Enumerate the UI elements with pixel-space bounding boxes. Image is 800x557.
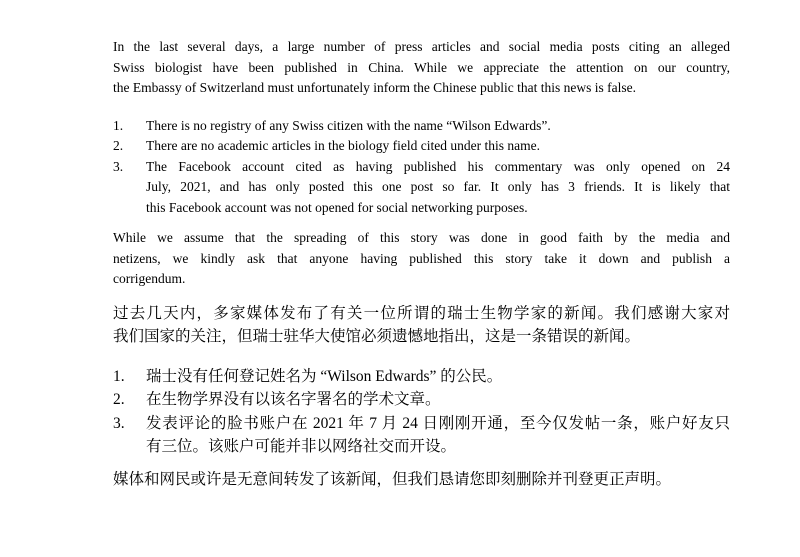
list-item	[113, 136, 730, 157]
list-item-text	[146, 116, 730, 137]
chinese-list	[113, 365, 730, 458]
text-line: 发表评论的脸书账户在 2021 年 7 月 24 日刚刚开通，至今仅发帖一条，账户好友只	[146, 414, 730, 432]
list-item-number: 1.	[113, 368, 125, 386]
english-paragraph-2	[113, 228, 730, 290]
text-line: netizens, we kindly ask that anyone having published this story take it down and publish a	[113, 250, 730, 266]
list-item-number: 1.	[113, 117, 124, 133]
english-paragraph-1	[113, 37, 730, 99]
text-line: 过去几天内，多家媒体发布了有关一位所谓的瑞士生物学家的新闻。我们感谢大家对	[113, 304, 730, 322]
text-line: There is no registry of any Swiss citizen with the name “Wilson Edwards”.	[146, 117, 551, 133]
list-item	[113, 116, 730, 137]
list-item-number: 3.	[113, 414, 125, 432]
english-list	[113, 116, 730, 219]
text-line: 瑞士没有任何登记姓名为 “Wilson Edwards” 的公民。	[146, 368, 503, 386]
list-item-number: 2.	[113, 138, 124, 153]
text-line: 有三位。该账户可能并非以网络社交而开设。	[146, 437, 457, 455]
text-line: the Embassy of Switzerland must unfortunately inform the Chinese public that this news is false.	[113, 80, 637, 95]
list-item	[113, 157, 730, 219]
list-item-number: 2.	[113, 391, 125, 409]
chinese-paragraph-2	[113, 468, 730, 491]
chinese-paragraph-1	[113, 302, 730, 349]
text-line: this Facebook account was not opened for social networking purposes.	[146, 199, 528, 215]
text-line: Swiss biologist have been published in China. While we appreciate the attention on our country,	[113, 59, 730, 75]
chinese-statement	[113, 302, 730, 492]
list-item	[113, 412, 730, 459]
list-item-number: 3.	[113, 158, 124, 174]
english-statement	[113, 37, 730, 290]
text-line: There are no academic articles in the biology field cited under this name.	[146, 138, 540, 153]
list-item-text	[146, 388, 730, 411]
list-item	[113, 388, 730, 411]
text-line: 在生物学界没有以该名字署名的学术文章。	[146, 391, 441, 409]
list-item-text	[146, 412, 730, 459]
text-line: 我们国家的关注，但瑞士驻华大使馆必须遗憾地指出，这是一条错误的新闻。	[113, 327, 641, 345]
list-item	[113, 365, 730, 388]
text-line: corrigendum.	[113, 271, 186, 286]
text-line: In the last several days, a large number of press articles and social media posts citing an alleged	[113, 39, 730, 54]
list-item-text	[146, 365, 730, 388]
text-line: While we assume that the spreading of this story was done in good faith by the media and	[113, 230, 730, 245]
text-line: July, 2021, and has only posted this one post so far. It only has 3 friends. It is likely that	[146, 179, 730, 194]
list-item-text	[146, 136, 730, 157]
list-item-text	[146, 157, 730, 219]
text-line: The Facebook account cited as having published his commentary was only opened on 24	[146, 158, 730, 174]
text-line: 媒体和网民或许是无意间转发了该新闻，但我们恳请您即刻删除并刊登更正声明。	[113, 471, 672, 489]
